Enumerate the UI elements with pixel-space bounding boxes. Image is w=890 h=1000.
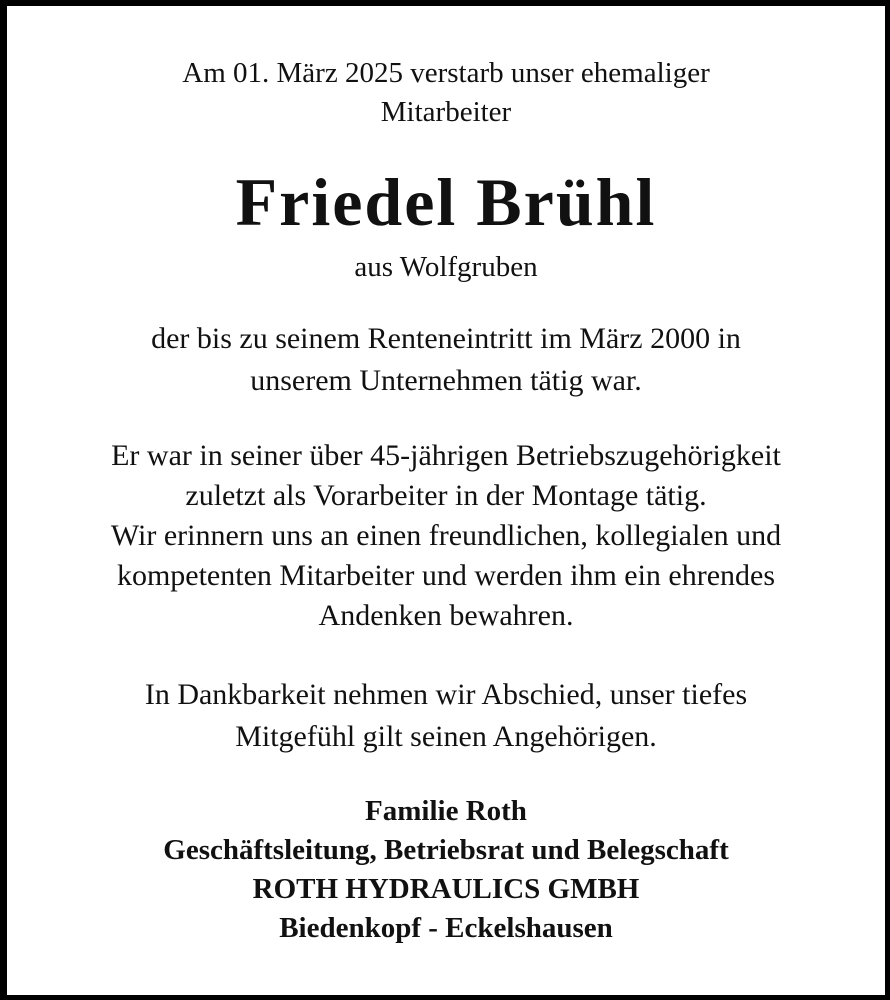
deceased-name-text: Friedel Brühl (235, 164, 657, 240)
intro-line: Am 01. März 2025 verstarb unser ehemaliger (182, 57, 710, 89)
signature-family: Familie Roth (365, 795, 527, 827)
paragraph-employment (7, 318, 885, 402)
signature-departments: Geschäftsleitung, Betriebsrat und Belegschaft (163, 834, 729, 866)
signature-block (7, 792, 885, 948)
signature-location: Biedenkopf - Eckelshausen (279, 912, 613, 944)
paragraph-line: unserem Unternehmen tätig war. (250, 364, 642, 397)
paragraph-line: kompetenten Mitarbeiter und werden ihm ein ehrendes (116, 559, 776, 592)
intro-line: Mitarbeiter (380, 96, 512, 128)
paragraph-tribute (7, 436, 885, 636)
origin-text (7, 248, 885, 287)
paragraph-line: In Dankbarkeit nehmen wir Abschied, unser tiefes (144, 678, 748, 711)
obituary-notice (7, 6, 885, 995)
origin-line: aus Wolfgruben (354, 251, 538, 283)
paragraph-line: der bis zu seinem Renteneintritt im März 2000 in (151, 322, 741, 355)
deceased-name (7, 162, 885, 242)
paragraph-line: Er war in seiner über 45-jährigen Betriebszugehörigkeit (111, 439, 781, 472)
intro-text (7, 54, 885, 132)
paragraph-farewell (7, 674, 885, 758)
signature-company: ROTH HYDRAULICS GMBH (252, 873, 640, 905)
paragraph-line: zuletzt als Vorarbeiter in der Montage tätig. (185, 479, 707, 512)
paragraph-line: Wir erinnern uns an einen freundlichen, kollegialen und (110, 519, 782, 552)
paragraph-line: Andenken bewahren. (318, 599, 574, 632)
paragraph-line: Mitgefühl gilt seinen Angehörigen. (235, 720, 657, 753)
